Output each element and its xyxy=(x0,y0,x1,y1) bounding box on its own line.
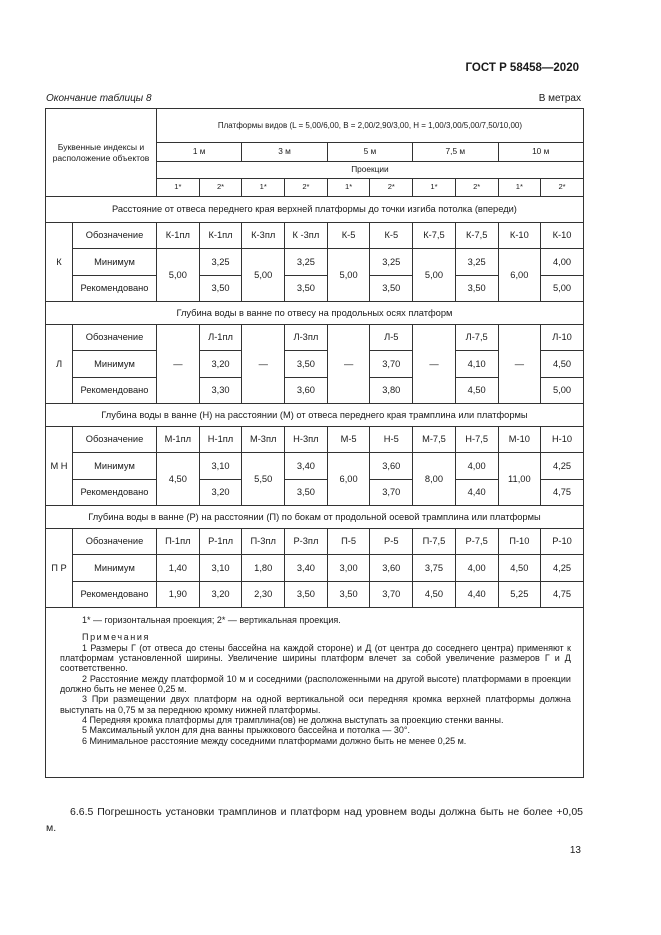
platform-table xyxy=(45,108,584,778)
platforms-header: Платформы видов (L = 5,00/6,00, B = 2,00/2,90/3,00, H = 1,00/3,00/5,00/7,50/10,00) xyxy=(157,109,584,143)
recommended-value: 3,70 xyxy=(370,480,413,506)
designation-cell: П-3пл xyxy=(242,529,285,555)
notes-heading: Примечания xyxy=(82,632,150,643)
object-index: К xyxy=(46,223,73,302)
section-title-row xyxy=(46,404,584,427)
designation-cell: К-10 xyxy=(541,223,584,249)
projection-header: 1* xyxy=(498,179,541,197)
minimum-value: 3,00 xyxy=(327,555,370,582)
projections-header: Проекции xyxy=(157,162,584,179)
minimum-value: 4,25 xyxy=(541,453,584,480)
recommended-value: 2,30 xyxy=(242,582,285,608)
row-label-minimum: Минимум xyxy=(73,351,157,378)
recommended-value: 3,50 xyxy=(455,276,498,302)
merged-value: 5,00 xyxy=(242,249,285,302)
designation-cell: Р-7,5 xyxy=(455,529,498,555)
row-label-minimum: Минимум xyxy=(73,249,157,276)
designation-row xyxy=(46,529,584,555)
designation-cell: Н-5 xyxy=(370,427,413,453)
note-item: 6 Минимальное расстояние между соседними платформами должно быть не менее 0,25 м. xyxy=(82,735,467,746)
designation-cell: П-10 xyxy=(498,529,541,555)
row-label-designation: Обозначение xyxy=(73,223,157,249)
designation-cell: К-1пл xyxy=(157,223,200,249)
projection-header: 1* xyxy=(242,179,285,197)
designation-cell: Л-10 xyxy=(541,325,584,351)
designation-cell: Н-7,5 xyxy=(455,427,498,453)
clause-paragraph: 6.6.5 Погрешность установки трамплинов и платформ над уровнем воды должна быть не более +0,05 м. xyxy=(46,806,583,834)
designation-row xyxy=(46,325,584,351)
minimum-value: 3,10 xyxy=(199,555,242,582)
row-label-recommended: Рекомендовано xyxy=(73,276,157,302)
minimum-value: 3,25 xyxy=(199,249,242,276)
recommended-value: 4,40 xyxy=(455,582,498,608)
minimum-value: 3,25 xyxy=(370,249,413,276)
recommended-value: 3,70 xyxy=(370,582,413,608)
merged-value: 6,00 xyxy=(327,453,370,506)
row-label-minimum: Минимум xyxy=(73,453,157,480)
row-label-minimum: Минимум xyxy=(73,555,157,582)
row-label-recommended: Рекомендовано xyxy=(73,582,157,608)
designation-cell: Н-10 xyxy=(541,427,584,453)
designation-cell: Л-7,5 xyxy=(455,325,498,351)
designation-cell: К-10 xyxy=(498,223,541,249)
recommended-value: 3,80 xyxy=(370,378,413,404)
designation-cell: Л-3пл xyxy=(285,325,328,351)
projection-footnote: 1* — горизонтальная проекция; 2* — вертикальная проекция. xyxy=(82,615,341,625)
row-label-designation: Обозначение xyxy=(73,529,157,555)
projection-header: 1* xyxy=(157,179,200,197)
designation-cell: П-5 xyxy=(327,529,370,555)
minimum-row xyxy=(46,249,584,276)
minimum-value: 3,10 xyxy=(199,453,242,480)
merged-value: 4,50 xyxy=(157,453,200,506)
recommended-value: 5,00 xyxy=(541,276,584,302)
header-row-platforms xyxy=(46,109,584,143)
merged-value: 6,00 xyxy=(498,249,541,302)
row-label-designation: Обозначение xyxy=(73,325,157,351)
designation-cell: Р-3пл xyxy=(285,529,328,555)
designation-cell: М-10 xyxy=(498,427,541,453)
minimum-row xyxy=(46,555,584,582)
units-label: В метрах xyxy=(538,93,581,104)
minimum-row xyxy=(46,453,584,480)
col-header-indices: Буквенные индексы и расположение объектов xyxy=(46,109,157,197)
projection-header: 1* xyxy=(413,179,456,197)
height-header: 7,5 м xyxy=(413,143,498,162)
minimum-value: 4,00 xyxy=(455,453,498,480)
designation-cell: Л-1пл xyxy=(199,325,242,351)
height-header: 1 м xyxy=(157,143,242,162)
minimum-value: 3,40 xyxy=(285,453,328,480)
section-title-row xyxy=(46,197,584,223)
recommended-value: 3,50 xyxy=(285,480,328,506)
recommended-value: 4,75 xyxy=(541,582,584,608)
designation-cell: М-1пл xyxy=(157,427,200,453)
minimum-value: 3,40 xyxy=(285,555,328,582)
designation-row xyxy=(46,427,584,453)
designation-cell: П-1пл xyxy=(157,529,200,555)
designation-cell: М-5 xyxy=(327,427,370,453)
merged-value: 5,00 xyxy=(327,249,370,302)
projection-header: 2* xyxy=(455,179,498,197)
notes-block xyxy=(46,608,584,778)
recommended-row xyxy=(46,582,584,608)
row-label-designation: Обозначение xyxy=(73,427,157,453)
recommended-value: 3,30 xyxy=(199,378,242,404)
recommended-value: 3,60 xyxy=(285,378,328,404)
designation-cell: Л-5 xyxy=(370,325,413,351)
designation-cell: Р-5 xyxy=(370,529,413,555)
section-title: Расстояние от отвеса переднего края верхней платформы до точки изгиба потолка (впереди) xyxy=(46,197,584,223)
merged-value: — xyxy=(242,325,285,404)
minimum-value: 3,60 xyxy=(370,453,413,480)
object-index: П Р xyxy=(46,529,73,608)
designation-cell: П-7,5 xyxy=(413,529,456,555)
recommended-value: 3,50 xyxy=(370,276,413,302)
minimum-value: 3,50 xyxy=(285,351,328,378)
note-item: 3 При размещении двух платформ на одной вертикальной оси передняя кромка верхней платформы должна выступать на 0,75 м за переднюю кромку нижней платформы. xyxy=(60,694,571,715)
designation-cell: К-3пл xyxy=(242,223,285,249)
projection-header: 2* xyxy=(541,179,584,197)
designation-cell: К-7,5 xyxy=(455,223,498,249)
recommended-value: 5,25 xyxy=(498,582,541,608)
minimum-value: 1,40 xyxy=(157,555,200,582)
recommended-value: 5,00 xyxy=(541,378,584,404)
recommended-value: 3,50 xyxy=(285,276,328,302)
section-title: Глубина воды в ванне (Н) на расстоянии (М) от отвеса переднего края трамплина или платформы xyxy=(46,404,584,427)
note-item: 4 Передняя кромка платформы для трамплина(ов) не должна выступать за проекцию стенки ванны. xyxy=(82,715,504,726)
designation-cell: К -3пл xyxy=(285,223,328,249)
row-label-recommended: Рекомендовано xyxy=(73,378,157,404)
row-label-recommended: Рекомендовано xyxy=(73,480,157,506)
section-title: Глубина воды в ванне (Р) на расстоянии (П) по бокам от продольной осевой трамплина или платформы xyxy=(46,506,584,529)
projection-header: 1* xyxy=(327,179,370,197)
merged-value: — xyxy=(157,325,200,404)
designation-cell: К-7,5 xyxy=(413,223,456,249)
note-item: 2 Расстояние между платформой 10 м и соседними (расположенными на другой высоте) платформами в проекции должно быть не менее 0,25 м. xyxy=(60,673,571,695)
height-header: 3 м xyxy=(242,143,327,162)
merged-value: — xyxy=(498,325,541,404)
projection-header: 2* xyxy=(370,179,413,197)
minimum-value: 3,20 xyxy=(199,351,242,378)
projection-header: 2* xyxy=(285,179,328,197)
designation-cell: К-1пл xyxy=(199,223,242,249)
page-number: 13 xyxy=(569,845,581,856)
minimum-value: 3,25 xyxy=(285,249,328,276)
standard-code: ГОСТ Р 58458—2020 xyxy=(465,62,579,74)
section-title-row xyxy=(46,302,584,325)
minimum-value: 4,50 xyxy=(541,351,584,378)
merged-value: 8,00 xyxy=(413,453,456,506)
recommended-value: 1,90 xyxy=(157,582,200,608)
minimum-value: 3,75 xyxy=(413,555,456,582)
table-caption: Окончание таблицы 8 xyxy=(46,93,152,104)
notes-row xyxy=(46,608,584,778)
designation-cell: К-5 xyxy=(370,223,413,249)
merged-value: — xyxy=(327,325,370,404)
recommended-value: 4,40 xyxy=(455,480,498,506)
merged-value: 5,00 xyxy=(413,249,456,302)
note-item: 1 Размеры Г (от отвеса до стены бассейна на каждой стороне) и Д (от центра до соседнего центра) применяют к платформам установленной ширины. Увеличение ширины платформ влечет за собой увеличение размеров Г и Д соответственно. xyxy=(60,642,571,674)
recommended-value: 4,75 xyxy=(541,480,584,506)
merged-value: 5,50 xyxy=(242,453,285,506)
object-index: Л xyxy=(46,325,73,404)
merged-value: 11,00 xyxy=(498,453,541,506)
minimum-value: 1,80 xyxy=(242,555,285,582)
designation-row xyxy=(46,223,584,249)
designation-cell: К-5 xyxy=(327,223,370,249)
height-header: 5 м xyxy=(327,143,412,162)
recommended-value: 4,50 xyxy=(413,582,456,608)
minimum-value: 4,00 xyxy=(541,249,584,276)
designation-cell: М-7,5 xyxy=(413,427,456,453)
designation-cell: Н-1пл xyxy=(199,427,242,453)
minimum-value: 4,10 xyxy=(455,351,498,378)
minimum-value: 4,00 xyxy=(455,555,498,582)
minimum-value: 4,50 xyxy=(498,555,541,582)
recommended-value: 4,50 xyxy=(455,378,498,404)
designation-cell: Р-1пл xyxy=(199,529,242,555)
merged-value: 5,00 xyxy=(157,249,200,302)
minimum-value: 3,25 xyxy=(455,249,498,276)
section-title: Глубина воды в ванне по отвесу на продольных осях платформ xyxy=(46,302,584,325)
merged-value: — xyxy=(413,325,456,404)
recommended-value: 3,50 xyxy=(285,582,328,608)
recommended-value: 3,20 xyxy=(199,480,242,506)
recommended-value: 3,20 xyxy=(199,582,242,608)
designation-cell: Н-3пл xyxy=(285,427,328,453)
minimum-value: 3,70 xyxy=(370,351,413,378)
note-item: 5 Максимальный уклон для дна ванны прыжкового бассейна и потолка — 30°. xyxy=(82,725,411,736)
designation-cell: Р-10 xyxy=(541,529,584,555)
recommended-value: 3,50 xyxy=(327,582,370,608)
recommended-value: 3,50 xyxy=(199,276,242,302)
object-index: М Н xyxy=(46,427,73,506)
projection-header: 2* xyxy=(199,179,242,197)
minimum-value: 3,60 xyxy=(370,555,413,582)
minimum-value: 4,25 xyxy=(541,555,584,582)
designation-cell: М-3пл xyxy=(242,427,285,453)
height-header: 10 м xyxy=(498,143,583,162)
section-title-row xyxy=(46,506,584,529)
